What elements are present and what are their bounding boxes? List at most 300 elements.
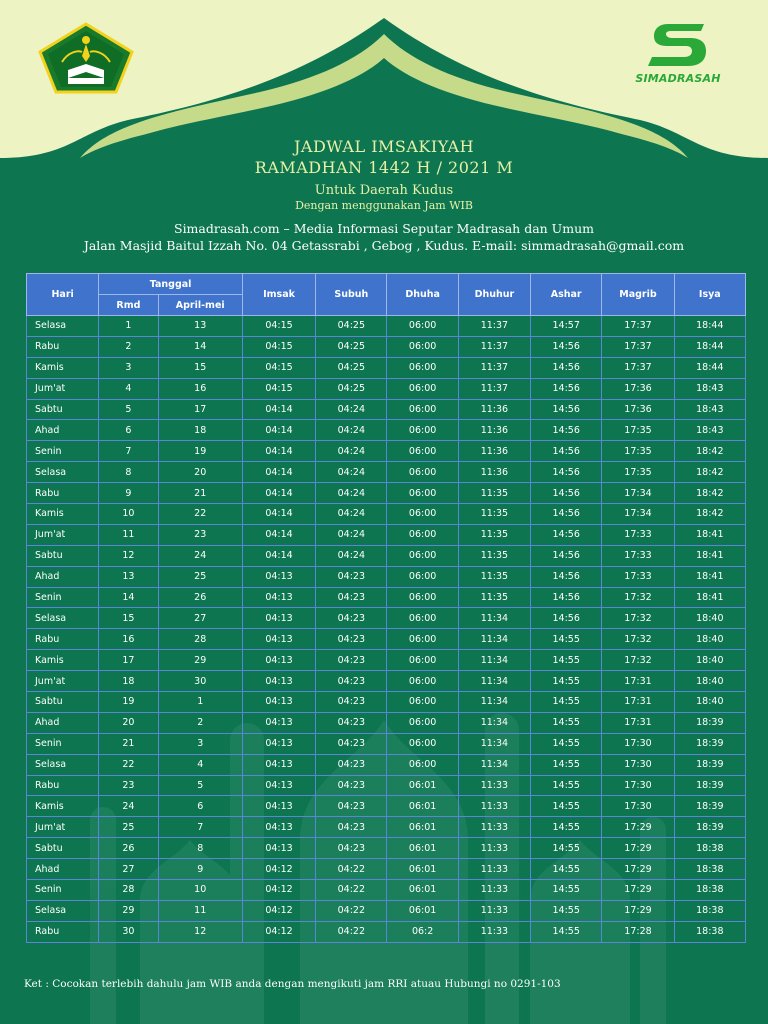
cell-ashar: 14:56 (531, 524, 602, 545)
cell-dhuhur: 11:35 (458, 504, 530, 525)
cell-masehi: 26 (158, 587, 242, 608)
cell-dhuha: 06:2 (387, 921, 458, 942)
cell-imsak: 04:13 (242, 733, 315, 754)
cell-ashar: 14:55 (531, 754, 602, 775)
cell-day: Senin (27, 587, 99, 608)
cell-dhuhur: 11:35 (458, 524, 530, 545)
cell-subuh: 04:23 (316, 587, 387, 608)
cell-masehi: 23 (158, 524, 242, 545)
cell-masehi: 20 (158, 462, 242, 483)
cell-imsak: 04:15 (242, 336, 315, 357)
cell-isya: 18:41 (674, 524, 745, 545)
cell-isya: 18:43 (674, 378, 745, 399)
table-row (27, 316, 746, 337)
cell-subuh: 04:23 (316, 775, 387, 796)
cell-ashar: 14:57 (531, 316, 602, 337)
cell-ashar: 14:55 (531, 671, 602, 692)
cell-magrib: 17:29 (602, 880, 674, 901)
cell-ashar: 14:55 (531, 712, 602, 733)
cell-dhuhur: 11:34 (458, 629, 530, 650)
cell-masehi: 22 (158, 504, 242, 525)
cell-rmd: 7 (99, 441, 158, 462)
cell-isya: 18:38 (674, 921, 745, 942)
cell-isya: 18:43 (674, 399, 745, 420)
cell-rmd: 3 (99, 357, 158, 378)
table-body (27, 316, 746, 943)
cell-dhuhur: 11:35 (458, 587, 530, 608)
cell-rmd: 22 (99, 754, 158, 775)
cell-dhuhur: 11:33 (458, 775, 530, 796)
cell-subuh: 04:25 (316, 357, 387, 378)
cell-ashar: 14:56 (531, 608, 602, 629)
cell-isya: 18:44 (674, 316, 745, 337)
cell-ashar: 14:56 (531, 587, 602, 608)
cell-dhuhur: 11:37 (458, 378, 530, 399)
cell-subuh: 04:23 (316, 566, 387, 587)
site-info: Simadrasah.com – Media Informasi Seputar Madrasah dan Umum (174, 221, 594, 236)
cell-imsak: 04:14 (242, 462, 315, 483)
table-row (27, 462, 746, 483)
cell-masehi: 17 (158, 399, 242, 420)
cell-magrib: 17:33 (602, 566, 674, 587)
cell-dhuha: 06:00 (387, 608, 458, 629)
cell-magrib: 17:34 (602, 483, 674, 504)
cell-isya: 18:39 (674, 775, 745, 796)
cell-imsak: 04:13 (242, 566, 315, 587)
cell-subuh: 04:24 (316, 420, 387, 441)
cell-isya: 18:39 (674, 754, 745, 775)
cell-dhuhur: 11:36 (458, 399, 530, 420)
cell-masehi: 24 (158, 545, 242, 566)
cell-subuh: 04:25 (316, 316, 387, 337)
table-row (27, 692, 746, 713)
cell-ashar: 14:55 (531, 900, 602, 921)
simadrasah-wordmark: SIMADRASAH (635, 72, 721, 85)
cell-masehi: 13 (158, 316, 242, 337)
cell-ashar: 14:55 (531, 921, 602, 942)
cell-rmd: 20 (99, 712, 158, 733)
cell-isya: 18:40 (674, 629, 745, 650)
cell-magrib: 17:29 (602, 900, 674, 921)
table-row (27, 712, 746, 733)
cell-magrib: 17:30 (602, 733, 674, 754)
table-row (27, 754, 746, 775)
cell-rmd: 13 (99, 566, 158, 587)
cell-ashar: 14:56 (531, 420, 602, 441)
table-row (27, 629, 746, 650)
cell-dhuhur: 11:34 (458, 650, 530, 671)
cell-masehi: 11 (158, 900, 242, 921)
cell-subuh: 04:24 (316, 399, 387, 420)
cell-dhuhur: 11:33 (458, 796, 530, 817)
header-magrib: Magrib (602, 274, 674, 316)
cell-magrib: 17:35 (602, 441, 674, 462)
cell-subuh: 04:24 (316, 483, 387, 504)
cell-dhuhur: 11:35 (458, 545, 530, 566)
cell-day: Rabu (27, 629, 99, 650)
cell-isya: 18:39 (674, 712, 745, 733)
cell-day: Sabtu (27, 838, 99, 859)
cell-ashar: 14:55 (531, 796, 602, 817)
cell-day: Ahad (27, 420, 99, 441)
cell-magrib: 17:34 (602, 504, 674, 525)
cell-imsak: 04:14 (242, 483, 315, 504)
cell-dhuhur: 11:34 (458, 692, 530, 713)
cell-magrib: 17:31 (602, 692, 674, 713)
cell-ashar: 14:56 (531, 378, 602, 399)
cell-day: Rabu (27, 483, 99, 504)
header-imsak: Imsak (242, 274, 315, 316)
cell-isya: 18:43 (674, 420, 745, 441)
cell-masehi: 5 (158, 775, 242, 796)
table-row (27, 420, 746, 441)
cell-imsak: 04:13 (242, 838, 315, 859)
cell-imsak: 04:14 (242, 441, 315, 462)
cell-day: Kamis (27, 357, 99, 378)
cell-ashar: 14:55 (531, 692, 602, 713)
cell-day: Selasa (27, 900, 99, 921)
cell-dhuha: 06:00 (387, 712, 458, 733)
cell-dhuha: 06:01 (387, 900, 458, 921)
cell-rmd: 2 (99, 336, 158, 357)
cell-ashar: 14:55 (531, 817, 602, 838)
cell-dhuha: 06:00 (387, 357, 458, 378)
cell-day: Senin (27, 441, 99, 462)
cell-isya: 18:38 (674, 838, 745, 859)
cell-dhuha: 06:00 (387, 420, 458, 441)
cell-masehi: 9 (158, 859, 242, 880)
cell-dhuhur: 11:33 (458, 817, 530, 838)
cell-dhuhur: 11:35 (458, 483, 530, 504)
cell-dhuhur: 11:36 (458, 441, 530, 462)
header-rmd: Rmd (99, 295, 158, 316)
table-row (27, 441, 746, 462)
cell-dhuhur: 11:34 (458, 671, 530, 692)
cell-imsak: 04:13 (242, 796, 315, 817)
header-ashar: Ashar (531, 274, 602, 316)
cell-isya: 18:38 (674, 880, 745, 901)
cell-masehi: 19 (158, 441, 242, 462)
cell-ashar: 14:56 (531, 566, 602, 587)
cell-isya: 18:42 (674, 462, 745, 483)
cell-magrib: 17:37 (602, 357, 674, 378)
cell-rmd: 24 (99, 796, 158, 817)
table-row (27, 817, 746, 838)
cell-dhuha: 06:01 (387, 838, 458, 859)
cell-dhuhur: 11:33 (458, 838, 530, 859)
cell-magrib: 17:32 (602, 650, 674, 671)
table-row (27, 378, 746, 399)
cell-rmd: 21 (99, 733, 158, 754)
cell-magrib: 17:31 (602, 712, 674, 733)
cell-dhuha: 06:01 (387, 880, 458, 901)
cell-ashar: 14:56 (531, 441, 602, 462)
cell-magrib: 17:33 (602, 545, 674, 566)
cell-imsak: 04:13 (242, 608, 315, 629)
cell-imsak: 04:12 (242, 859, 315, 880)
header-dhuhur: Dhuhur (458, 274, 530, 316)
cell-dhuha: 06:00 (387, 733, 458, 754)
cell-imsak: 04:12 (242, 880, 315, 901)
header-subuh: Subuh (316, 274, 387, 316)
cell-rmd: 16 (99, 629, 158, 650)
cell-day: Ahad (27, 566, 99, 587)
cell-isya: 18:40 (674, 671, 745, 692)
cell-masehi: 3 (158, 733, 242, 754)
cell-dhuhur: 11:34 (458, 754, 530, 775)
cell-masehi: 16 (158, 378, 242, 399)
cell-isya: 18:40 (674, 650, 745, 671)
cell-day: Selasa (27, 462, 99, 483)
address-info: Jalan Masjid Baitul Izzah No. 04 Getassrabi , Gebog , Kudus. E-mail: simmadrasah@gmail.com (83, 238, 685, 253)
cell-imsak: 04:13 (242, 650, 315, 671)
cell-day: Kamis (27, 504, 99, 525)
cell-dhuhur: 11:34 (458, 733, 530, 754)
cell-rmd: 19 (99, 692, 158, 713)
footer-note: Ket : Cocokan terlebih dahulu jam WIB anda dengan mengikuti jam RRI atuau Hubungi no 0291-103 (24, 978, 561, 990)
cell-isya: 18:38 (674, 859, 745, 880)
cell-rmd: 11 (99, 524, 158, 545)
cell-ashar: 14:56 (531, 545, 602, 566)
cell-dhuhur: 11:33 (458, 880, 530, 901)
title-line-1: JADWAL IMSAKIYAH (293, 137, 475, 156)
table-row (27, 399, 746, 420)
cell-masehi: 18 (158, 420, 242, 441)
cell-rmd: 26 (99, 838, 158, 859)
cell-isya: 18:40 (674, 608, 745, 629)
cell-ashar: 14:55 (531, 880, 602, 901)
cell-dhuha: 06:00 (387, 316, 458, 337)
cell-masehi: 28 (158, 629, 242, 650)
cell-magrib: 17:30 (602, 775, 674, 796)
cell-magrib: 17:31 (602, 671, 674, 692)
cell-day: Rabu (27, 921, 99, 942)
cell-dhuhur: 11:35 (458, 566, 530, 587)
cell-subuh: 04:23 (316, 671, 387, 692)
cell-dhuhur: 11:34 (458, 712, 530, 733)
table-row (27, 796, 746, 817)
table-row (27, 921, 746, 942)
cell-day: Ahad (27, 859, 99, 880)
cell-day: Selasa (27, 608, 99, 629)
cell-day: Sabtu (27, 545, 99, 566)
cell-dhuha: 06:01 (387, 817, 458, 838)
cell-magrib: 17:37 (602, 316, 674, 337)
cell-rmd: 23 (99, 775, 158, 796)
cell-subuh: 04:23 (316, 733, 387, 754)
cell-subuh: 04:22 (316, 880, 387, 901)
cell-masehi: 8 (158, 838, 242, 859)
cell-isya: 18:42 (674, 441, 745, 462)
cell-subuh: 04:23 (316, 796, 387, 817)
table-row (27, 859, 746, 880)
table-row (27, 775, 746, 796)
cell-magrib: 17:37 (602, 336, 674, 357)
cell-magrib: 17:33 (602, 524, 674, 545)
cell-day: Selasa (27, 754, 99, 775)
cell-dhuhur: 11:37 (458, 336, 530, 357)
cell-dhuhur: 11:37 (458, 357, 530, 378)
header-tanggal: Tanggal (99, 274, 243, 295)
cell-day: Sabtu (27, 692, 99, 713)
cell-rmd: 1 (99, 316, 158, 337)
cell-isya: 18:40 (674, 692, 745, 713)
cell-dhuha: 06:00 (387, 462, 458, 483)
cell-imsak: 04:13 (242, 712, 315, 733)
cell-rmd: 30 (99, 921, 158, 942)
cell-imsak: 04:12 (242, 900, 315, 921)
cell-dhuhur: 11:33 (458, 900, 530, 921)
cell-dhuha: 06:01 (387, 859, 458, 880)
cell-isya: 18:44 (674, 336, 745, 357)
cell-ashar: 14:56 (531, 483, 602, 504)
cell-day: Senin (27, 733, 99, 754)
cell-magrib: 17:35 (602, 420, 674, 441)
cell-dhuha: 06:00 (387, 545, 458, 566)
cell-rmd: 27 (99, 859, 158, 880)
table-row (27, 336, 746, 357)
cell-masehi: 14 (158, 336, 242, 357)
cell-isya: 18:39 (674, 796, 745, 817)
cell-imsak: 04:14 (242, 399, 315, 420)
cell-imsak: 04:14 (242, 420, 315, 441)
simadrasah-logo (628, 20, 728, 85)
table-row (27, 483, 746, 504)
cell-rmd: 18 (99, 671, 158, 692)
cell-ashar: 14:56 (531, 336, 602, 357)
cell-rmd: 15 (99, 608, 158, 629)
cell-dhuhur: 11:36 (458, 462, 530, 483)
cell-subuh: 04:23 (316, 754, 387, 775)
cell-rmd: 9 (99, 483, 158, 504)
table-row (27, 566, 746, 587)
cell-magrib: 17:32 (602, 587, 674, 608)
cell-masehi: 2 (158, 712, 242, 733)
cell-magrib: 17:30 (602, 754, 674, 775)
cell-dhuhur: 11:37 (458, 316, 530, 337)
kemenag-logo (38, 22, 134, 98)
cell-imsak: 04:15 (242, 357, 315, 378)
cell-masehi: 4 (158, 754, 242, 775)
cell-subuh: 04:25 (316, 336, 387, 357)
cell-ashar: 14:55 (531, 775, 602, 796)
cell-masehi: 15 (158, 357, 242, 378)
cell-ashar: 14:55 (531, 733, 602, 754)
cell-ashar: 14:56 (531, 504, 602, 525)
cell-dhuha: 06:00 (387, 587, 458, 608)
cell-imsak: 04:15 (242, 316, 315, 337)
cell-subuh: 04:24 (316, 441, 387, 462)
cell-rmd: 10 (99, 504, 158, 525)
cell-masehi: 7 (158, 817, 242, 838)
cell-masehi: 30 (158, 671, 242, 692)
table-row (27, 524, 746, 545)
cell-isya: 18:41 (674, 545, 745, 566)
cell-masehi: 6 (158, 796, 242, 817)
cell-subuh: 04:22 (316, 921, 387, 942)
cell-dhuha: 06:01 (387, 775, 458, 796)
cell-magrib: 17:36 (602, 399, 674, 420)
cell-isya: 18:42 (674, 504, 745, 525)
cell-imsak: 04:13 (242, 587, 315, 608)
cell-magrib: 17:32 (602, 608, 674, 629)
cell-dhuha: 06:00 (387, 399, 458, 420)
cell-rmd: 12 (99, 545, 158, 566)
cell-dhuha: 06:00 (387, 671, 458, 692)
cell-subuh: 04:24 (316, 462, 387, 483)
cell-rmd: 5 (99, 399, 158, 420)
cell-ashar: 14:56 (531, 462, 602, 483)
cell-imsak: 04:13 (242, 817, 315, 838)
cell-day: Selasa (27, 316, 99, 337)
cell-dhuhur: 11:33 (458, 859, 530, 880)
cell-isya: 18:42 (674, 483, 745, 504)
cell-magrib: 17:30 (602, 796, 674, 817)
cell-isya: 18:41 (674, 587, 745, 608)
cell-magrib: 17:29 (602, 859, 674, 880)
cell-subuh: 04:25 (316, 378, 387, 399)
cell-magrib: 17:29 (602, 817, 674, 838)
cell-isya: 18:38 (674, 900, 745, 921)
cell-day: Jum'at (27, 524, 99, 545)
table-row (27, 504, 746, 525)
cell-day: Rabu (27, 775, 99, 796)
cell-dhuha: 06:00 (387, 504, 458, 525)
cell-isya: 18:41 (674, 566, 745, 587)
cell-rmd: 8 (99, 462, 158, 483)
cell-rmd: 6 (99, 420, 158, 441)
cell-day: Sabtu (27, 399, 99, 420)
cell-masehi: 29 (158, 650, 242, 671)
cell-imsak: 04:14 (242, 545, 315, 566)
cell-rmd: 4 (99, 378, 158, 399)
table-row (27, 838, 746, 859)
cell-masehi: 25 (158, 566, 242, 587)
cell-subuh: 04:23 (316, 608, 387, 629)
cell-subuh: 04:24 (316, 524, 387, 545)
cell-ashar: 14:55 (531, 629, 602, 650)
cell-day: Ahad (27, 712, 99, 733)
cell-magrib: 17:36 (602, 378, 674, 399)
cell-masehi: 1 (158, 692, 242, 713)
cell-dhuha: 06:00 (387, 524, 458, 545)
header-dhuha: Dhuha (387, 274, 458, 316)
cell-imsak: 04:13 (242, 692, 315, 713)
cell-rmd: 17 (99, 650, 158, 671)
cell-magrib: 17:32 (602, 629, 674, 650)
cell-isya: 18:39 (674, 733, 745, 754)
cell-dhuha: 06:00 (387, 378, 458, 399)
cell-dhuha: 06:00 (387, 692, 458, 713)
cell-dhuha: 06:00 (387, 650, 458, 671)
cell-magrib: 17:29 (602, 838, 674, 859)
table-row (27, 671, 746, 692)
cell-subuh: 04:23 (316, 629, 387, 650)
table-row (27, 900, 746, 921)
table-row (27, 587, 746, 608)
cell-subuh: 04:23 (316, 712, 387, 733)
cell-imsak: 04:14 (242, 504, 315, 525)
cell-day: Jum'at (27, 671, 99, 692)
header-hari: Hari (27, 274, 99, 316)
cell-dhuhur: 11:34 (458, 608, 530, 629)
simadrasah-s-icon (646, 20, 710, 70)
table-row (27, 608, 746, 629)
cell-magrib: 17:28 (602, 921, 674, 942)
imsakiyah-table (26, 273, 746, 943)
cell-masehi: 21 (158, 483, 242, 504)
cell-magrib: 17:35 (602, 462, 674, 483)
